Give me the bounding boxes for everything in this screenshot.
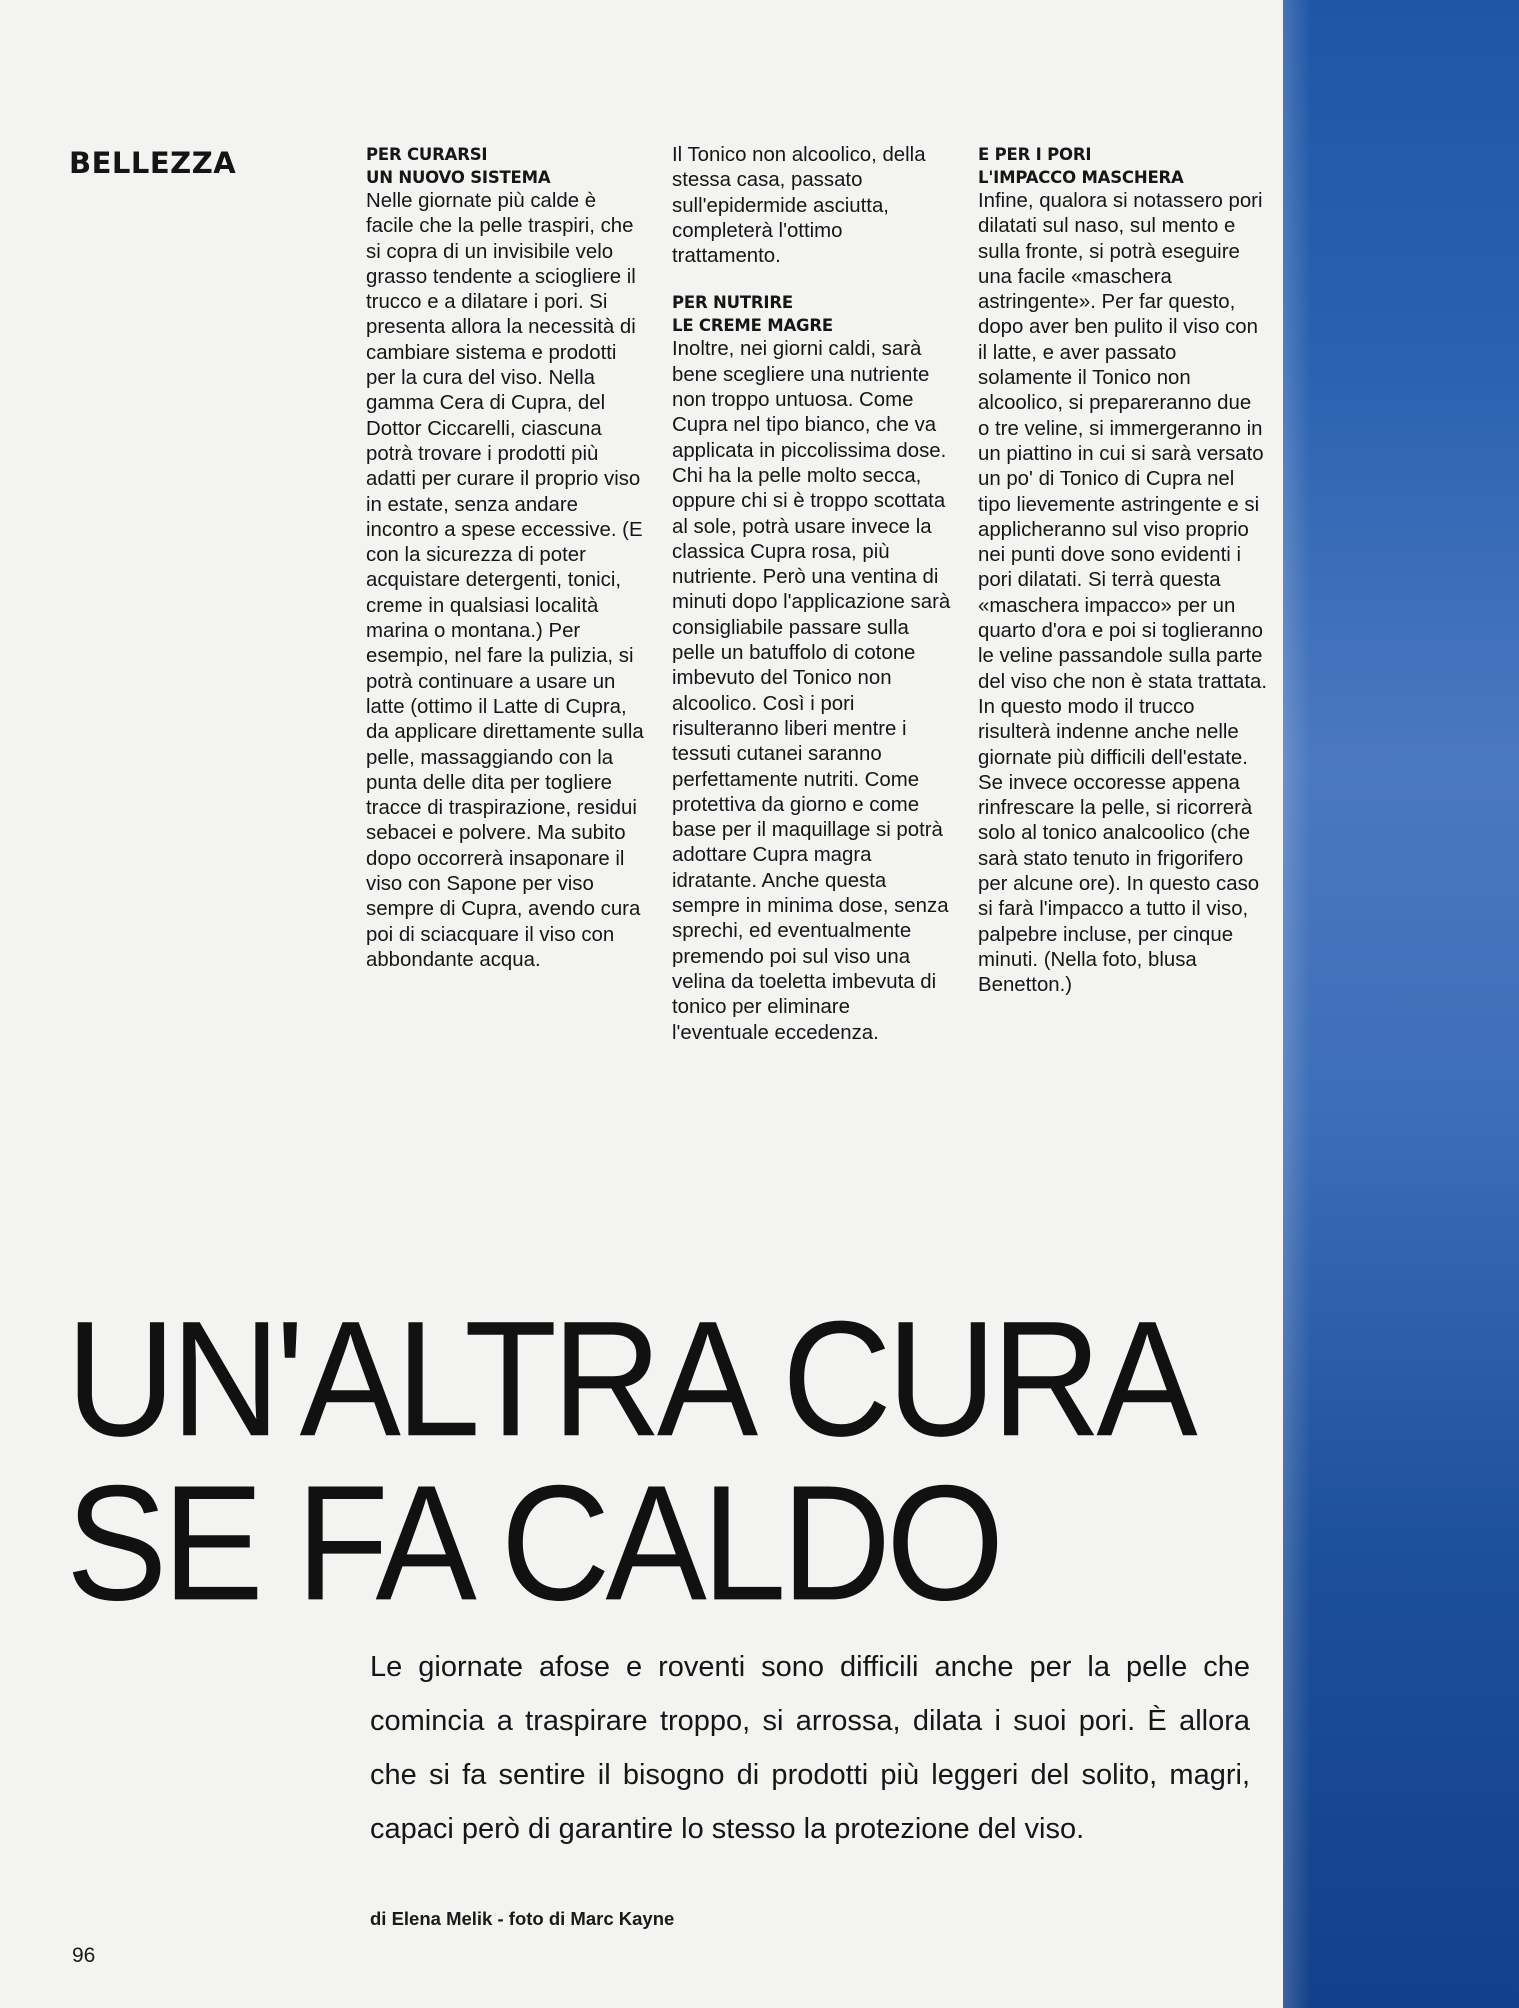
column-body: Infine, qualora si notassero pori dilatati sul naso, sul mento e sulla fronte, si potrà eseguire una facile «maschera astringente». Per far questo, dopo aver ben pulito il viso con il latte, e aver passato solamente il Tonico non alcoolico, si prepareranno due o tre veline, si immergeranno in un piattino in cui si sarà versato un po' di Tonico di Cupra nel tipo lievemente astringente e si applicheranno sul viso proprio nei punti dove sono evidenti i pori dilatati. Si terrà questa «maschera impacco» per un quarto d'ora e poi si toglieranno le veline passandole sulla parte del viso che non è stata trattata. (978, 190, 1268, 693)
column-body: Nelle giornate più calde è facile che la pelle traspiri, che si copra di un invisibile velo grasso tendente a sciogliere il trucco e a dilatare i pori. Si presenta allora la necessità di cambiare sistema e prodotti per la cura del viso. Nella gamma Cera di Cupra, del Dottor Ciccarelli, ciascuna potrà trovare i prodotti più adatti per curare il proprio viso in estate, senza andare incontro a spese eccessive. (E con la sicurezza di poter acquistare detergenti, tonici, creme in qualsiasi località marina o montana.) Per esempio, nel fare la pulizia, si potrà continuare a usare un latte (ottimo il Latte di Cupra, da applicare direttamente sulla pelle, massaggiando con la punta delle dita per togliere tracce di traspirazione, residui sebacei e polvere. Ma subito dopo occorrerà insaponare il viso con Sapone per viso sempre di Cupra, avendo cura poi di sciacquare il viso con abbondante acqua. (366, 190, 644, 971)
article-column-1 (366, 143, 646, 973)
subhead-line: L'IMPACCO MASCHERA (978, 168, 1184, 187)
subhead-line: PER NUTRIRE (672, 293, 793, 313)
headline-line-2: SE FA CALDO (66, 1451, 1000, 1636)
headline-line-1: UN'ALTRA CURA (66, 1287, 1193, 1471)
column-body: Inoltre, nei giorni caldi, sarà bene scegliere una nutriente non troppo untuosa. Come Cupra nel tipo bianco, che va applicata in piccolissima dose. Chi ha la pelle molto secca, oppure chi si è troppo scottata al sole, potrà usare invece la classica Cupra rosa, più nutriente. Però una ventina di minuti dopo l'applicazione sarà consigliabile passare sulla pelle un batuffolo di cotone imbevuto del Tonico non alcoolico. Così i pori risulteranno liberi mentre i tessuti cutanei saranno perfettamente nutriti. Come protettiva da giorno e come base per il maquillage si potrà adottare Cupra magra idratante. Anche questa sempre in minima dose, senza sprechi, ed eventualmente premendo poi sul viso una velina da toeletta imbevuta di tonico per eliminare l'eventuale eccedenza. (672, 338, 951, 1044)
lead-paragraph: Le giornate afose e roventi sono difficili anche per la pelle che comincia a traspirare troppo, si arrossa, dilata i suoi pori. È allora che si fa sentire il bisogno di prodotti più leggeri del solito, magri, capaci però di garantire lo stesso la protezione del viso. (370, 1651, 1250, 1845)
headline (66, 1287, 1193, 1636)
byline-credit: di Elena Melik - foto di Marc Kayne (370, 1908, 675, 1929)
subhead-line: E PER I PORI (978, 145, 1092, 164)
subhead-line: UN NUOVO SISTEMA (366, 168, 551, 187)
photo-edge-blue (1283, 0, 1519, 2008)
article-column-2 (672, 143, 952, 1046)
subhead-line: PER CURARSI (366, 145, 488, 164)
subhead-nutrire (672, 291, 952, 337)
page-number: 96 (72, 1944, 96, 1967)
subhead-line: LE CREME MAGRE (672, 316, 833, 336)
subhead-curarsi (366, 143, 646, 189)
subhead-pori (978, 143, 1268, 189)
article-column-3 (978, 143, 1268, 999)
section-label: BELLEZZA (69, 146, 237, 180)
column-intro: Il Tonico non alcoolico, della stessa casa, passato sull'epidermide asciutta, completerà l'ottimo trattamento. (672, 144, 926, 268)
column-body-continued: In questo modo il trucco risulterà indenne anche nelle giornate più difficili dell'estate. Se invece occoresse appena rinfrescare la pelle, si ricorrerà solo al tonico analcoolico (che sarà stato tenuto in frigorifero per alcune ore). In questo caso si farà l'impacco a tutto il viso, palpebre incluse, per cinque minuti. (Nella foto, blusa Benetton.) (978, 695, 1260, 997)
